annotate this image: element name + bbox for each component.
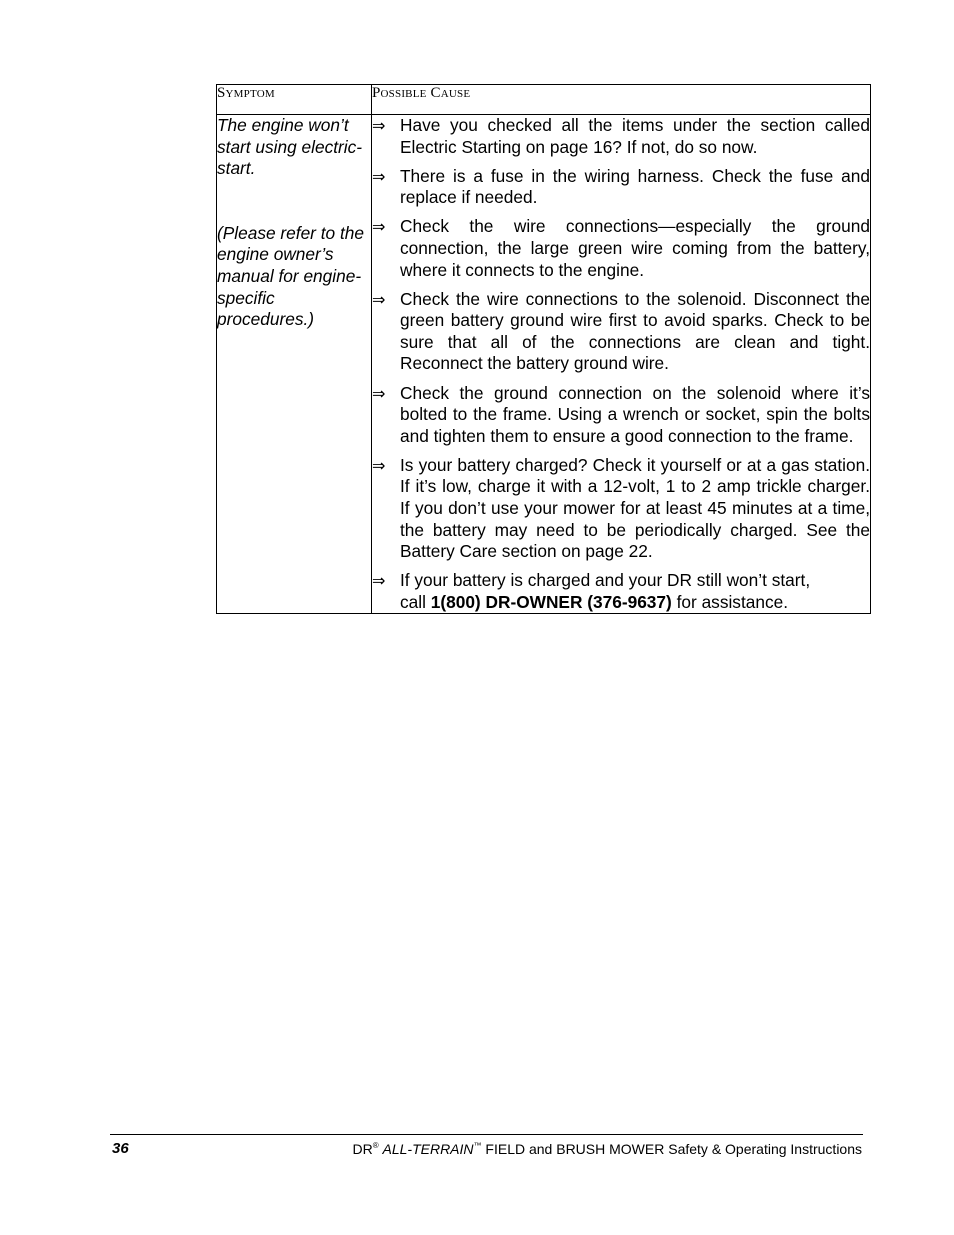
right-double-arrow-icon: ⇒: [372, 166, 386, 186]
causes-cell: [372, 115, 871, 614]
right-double-arrow-icon: ⇒: [372, 455, 386, 475]
symptom-cell: [217, 115, 372, 614]
footer-title: [352, 1141, 862, 1157]
footer-model: ALL-TERRAIN: [382, 1141, 474, 1157]
cause-text: Have you checked all the items under the section called Electric Starting on page 16? If not, do so now.: [400, 115, 870, 157]
right-double-arrow-icon: ⇒: [372, 571, 386, 591]
right-double-arrow-icon: ⇒: [372, 289, 386, 309]
phone-number: 1(800) DR-OWNER (376-9637): [430, 591, 672, 612]
cause-text: There is a fuse in the wiring harness. Check the fuse and replace if needed.: [400, 165, 870, 208]
list-item: [372, 383, 870, 448]
cause-text: [400, 570, 870, 613]
list-item: [372, 570, 870, 613]
call-prefix: call: [400, 591, 431, 612]
footer-divider: [110, 1134, 863, 1135]
call-suffix: for assistance.: [671, 591, 789, 612]
cause-text: Check the ground connection on the solenoid where it’s bolted to the frame. Using a wrench or socket, spin the bolts and tighten them to ensure a good connection to the frame.: [400, 382, 870, 446]
troubleshooting-table: [216, 84, 871, 614]
cause-text: Check the wire connections—especially the ground connection, the large green wire coming from the battery, where it connects to the engine.: [400, 216, 870, 280]
right-double-arrow-icon: ⇒: [372, 116, 386, 135]
right-double-arrow-icon: ⇒: [372, 217, 386, 237]
symptom-note: (Please refer to the engine owner’s manual for engine-specific procedures.): [217, 222, 364, 330]
symptom-text: The engine won’t start using electric-start.: [217, 115, 363, 179]
cause-text: Is your battery charged? Check it yourself or at a gas station. If it’s low, charge it with a 12-volt, 1 to 2 amp trickle charger. If you don’t use your mower for at least 45 minutes at a time, the battery may need to be periodically charged. See the Battery Care section on page 22.: [400, 454, 870, 562]
list-item: [372, 455, 870, 563]
footer-brand: DR: [352, 1141, 373, 1157]
page-number: 36: [112, 1140, 129, 1157]
possible-cause-column-header: Possible Cause: [372, 85, 871, 115]
cause-text: Check the wire connections to the solenoid. Disconnect the green battery ground wire first to avoid sparks. Check to be sure that all of the connections are clean and tight. Reconnect the battery ground wire.: [400, 288, 870, 374]
list-item: [372, 289, 870, 375]
table-row: [217, 115, 871, 614]
registered-mark: ®: [372, 1141, 379, 1150]
footer-title-rest: FIELD and BRUSH MOWER Safety & Operating Instructions: [481, 1141, 862, 1157]
right-double-arrow-icon: ⇒: [372, 383, 386, 403]
symptom-column-header: Symptom: [217, 85, 372, 115]
cause-text-line: If your battery is charged and your DR still won’t start,: [400, 570, 811, 591]
table-header-row: [217, 85, 871, 115]
list-item: [372, 115, 870, 158]
list-item: [372, 216, 870, 281]
trademark-mark: ™: [473, 1141, 482, 1150]
list-item: [372, 166, 870, 209]
